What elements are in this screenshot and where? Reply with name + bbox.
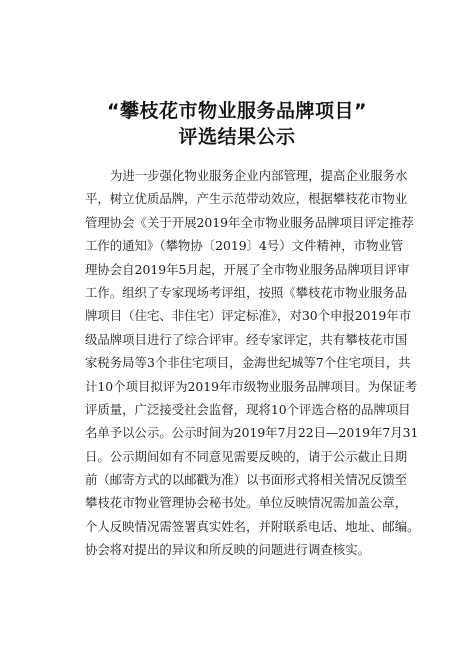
body-line: 协会将对提出的异议和所反映的问题进行调查核实。 <box>85 542 370 558</box>
body-line: 评质量，广泛接受社会监督，现将10个评选合格的品牌项目 <box>85 401 411 417</box>
body-line: 为进一步强化物业服务企业内部管理，提高企业服务水 <box>110 168 408 183</box>
body-line: 工作的通知》（攀物协〔2019〕4号）文件精神，市物业管 <box>85 238 404 254</box>
body-line: 理协会自2019年5月起，开展了全市物业服务品牌项目评审 <box>85 261 410 277</box>
body-line: 级品牌项目进行了综合评审。经专家评定，共有攀枝花市国 <box>85 331 408 347</box>
document-title-line1: “攀枝花市物业服务品牌项目” <box>107 100 367 122</box>
body-line: 牌项目（住宅、非住宅）评定标准》，对30个申报2019年市 <box>85 308 412 324</box>
body-line: 前（邮寄方式的以邮戳为准）以书面形式将相关情况反馈至 <box>85 472 408 488</box>
announcement-body <box>85 164 420 562</box>
body-line: 名单予以公示。公示时间为2019年7月22日—2019年7月31 <box>85 425 419 441</box>
body-line: 平，树立优质品牌，产生示范带动效应，根据攀枝花市物业 <box>85 191 408 207</box>
body-line: 计10个项目拟评为2019年市级物业服务品牌项目。为保证考 <box>85 378 418 394</box>
body-line: 家税务局等3个非住宅项目，金海世纪城等7个住宅项目，共 <box>85 355 411 371</box>
body-line: 个人反映情况需签署真实姓名，并附联系电话、地址、邮编。 <box>85 518 420 534</box>
body-line: 日。公示期间如有不同意见需要反映的，请于公示截止日期 <box>85 448 408 464</box>
document-title-line2: 评选结果公示 <box>178 126 296 148</box>
body-line: 管理协会《关于开展2019年全市物业服务品牌项目评定推荐 <box>85 214 414 230</box>
body-line: 工作。组织了专家现场考评组，按照《攀枝花市物业服务品 <box>85 284 408 300</box>
body-line: 攀枝花市物业管理协会秘书处。单位反映情况需加盖公章， <box>85 495 408 511</box>
